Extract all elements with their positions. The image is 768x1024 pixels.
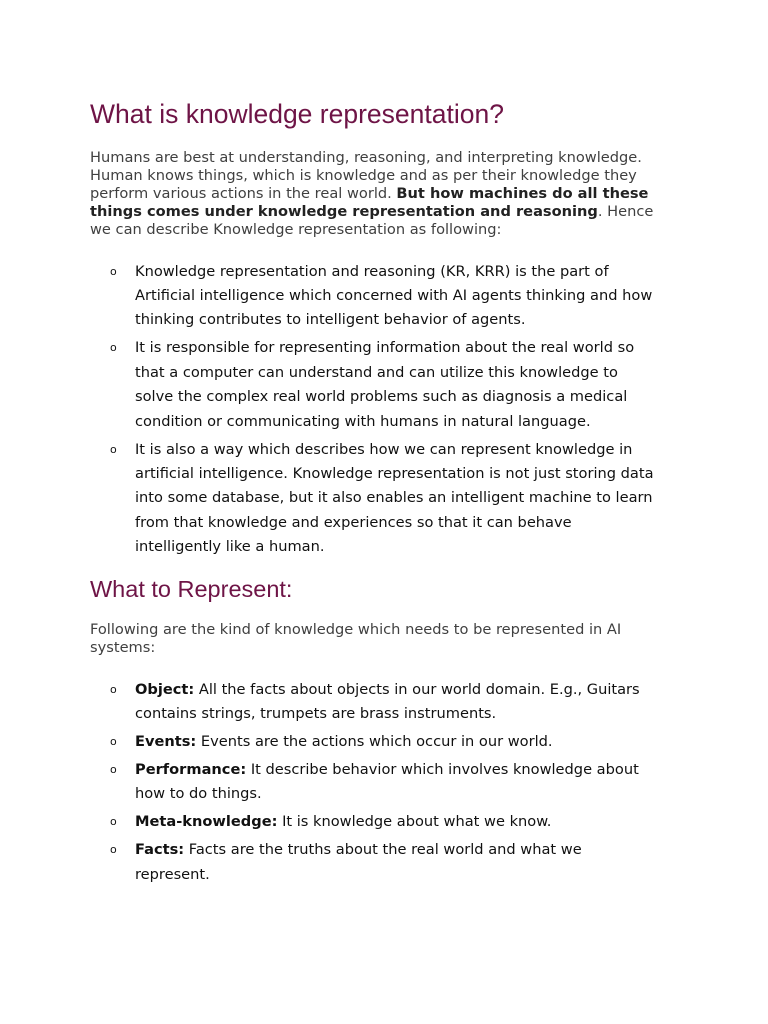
list-item-line: solve the complex real world problems such as diagnosis a medical <box>135 388 628 406</box>
list-item-line: from that knowledge and experiences so that it can behave <box>135 513 572 531</box>
bullet-icon: o <box>110 341 117 355</box>
list-item-line <box>135 678 710 702</box>
intro-line <box>90 203 690 221</box>
list-item-line <box>135 810 710 834</box>
list-item-line: artificial intelligence. Knowledge representation is not just storing data <box>135 464 654 482</box>
intro-text: perform various actions in the real world. <box>90 185 397 202</box>
list-item-line: that a computer can understand and can utilize this knowledge to <box>135 363 618 381</box>
bullet-icon: o <box>110 815 117 829</box>
list-item-line: Knowledge representation and reasoning (KR, KRR) is the part of <box>135 262 609 280</box>
intro-line <box>90 185 690 203</box>
list-item-line: It is responsible for representing information about the real world so <box>135 339 635 357</box>
list-item-line: condition or communicating with humans in natural language. <box>135 412 591 430</box>
intro-paragraph <box>90 149 690 239</box>
list-item-facts <box>110 838 710 887</box>
bullet-icon: o <box>110 264 117 278</box>
list-item-line <box>135 758 710 782</box>
intro-line: Following are the kind of knowledge which needs to be represented in AI <box>90 621 622 638</box>
list-item-text: It describe behavior which involves knowledge about <box>246 760 639 778</box>
list-item-term: Events: <box>135 732 197 750</box>
list-item-events <box>110 730 710 754</box>
bullet-icon: o <box>110 734 117 748</box>
list-item-term: Facts: <box>135 841 185 859</box>
list-item-line: into some database, but it also enables an intelligent machine to learn <box>135 489 653 507</box>
list-item <box>110 260 710 333</box>
list-item-line: represent. <box>135 865 210 883</box>
intro-line: Humans are best at understanding, reasoning, and interpreting knowledge. <box>90 149 642 166</box>
list-item-line: Artificial intelligence which concerned with AI agents thinking and how <box>135 286 653 304</box>
list-item-text: All the facts about objects in our world domain. E.g., Guitars <box>194 680 640 698</box>
bullet-icon: o <box>110 442 117 456</box>
bullet-icon: o <box>110 843 117 857</box>
list-item-object <box>110 678 710 727</box>
list-item-line: how to do things. <box>135 785 262 803</box>
intro-line: Human knows things, which is knowledge and as per their knowledge they <box>90 167 637 184</box>
list-item <box>110 336 710 434</box>
list-item-line: It is also a way which describes how we can represent knowledge in <box>135 440 633 458</box>
page-title: What is knowledge representation? <box>90 99 504 129</box>
list-item-line: intelligently like a human. <box>135 538 325 556</box>
list-item-term: Performance: <box>135 760 247 778</box>
list-item-term: Object: <box>135 680 195 698</box>
knowledge-types-list <box>110 678 710 891</box>
list-item-performance <box>110 758 710 807</box>
section-heading: What to Represent: <box>90 576 293 602</box>
list-item-line: contains strings, trumpets are brass instruments. <box>135 704 497 722</box>
list-item-text: Facts are the truths about the real world and what we <box>184 841 582 859</box>
list-item-meta-knowledge <box>110 810 710 834</box>
intro-emphasis: But how machines do all these <box>396 185 649 202</box>
section-intro-paragraph <box>90 621 690 657</box>
list-item-text: Events are the actions which occur in our world. <box>196 732 553 750</box>
intro-emphasis: things comes under knowledge representation and reasoning <box>90 203 598 220</box>
list-item-line <box>135 838 710 862</box>
bullet-icon: o <box>110 682 117 696</box>
intro-text: . Hence <box>597 203 654 220</box>
intro-line: we can describe Knowledge representation as following: <box>90 221 502 238</box>
intro-line: systems: <box>90 639 156 656</box>
list-item-text: It is knowledge about what we know. <box>277 813 552 831</box>
list-item-line <box>135 730 710 754</box>
list-item <box>110 438 710 560</box>
bullet-icon: o <box>110 762 117 776</box>
kr-definition-list <box>110 260 710 564</box>
list-item-line: thinking contributes to intelligent behavior of agents. <box>135 311 526 329</box>
list-item-term: Meta-knowledge: <box>135 813 278 831</box>
